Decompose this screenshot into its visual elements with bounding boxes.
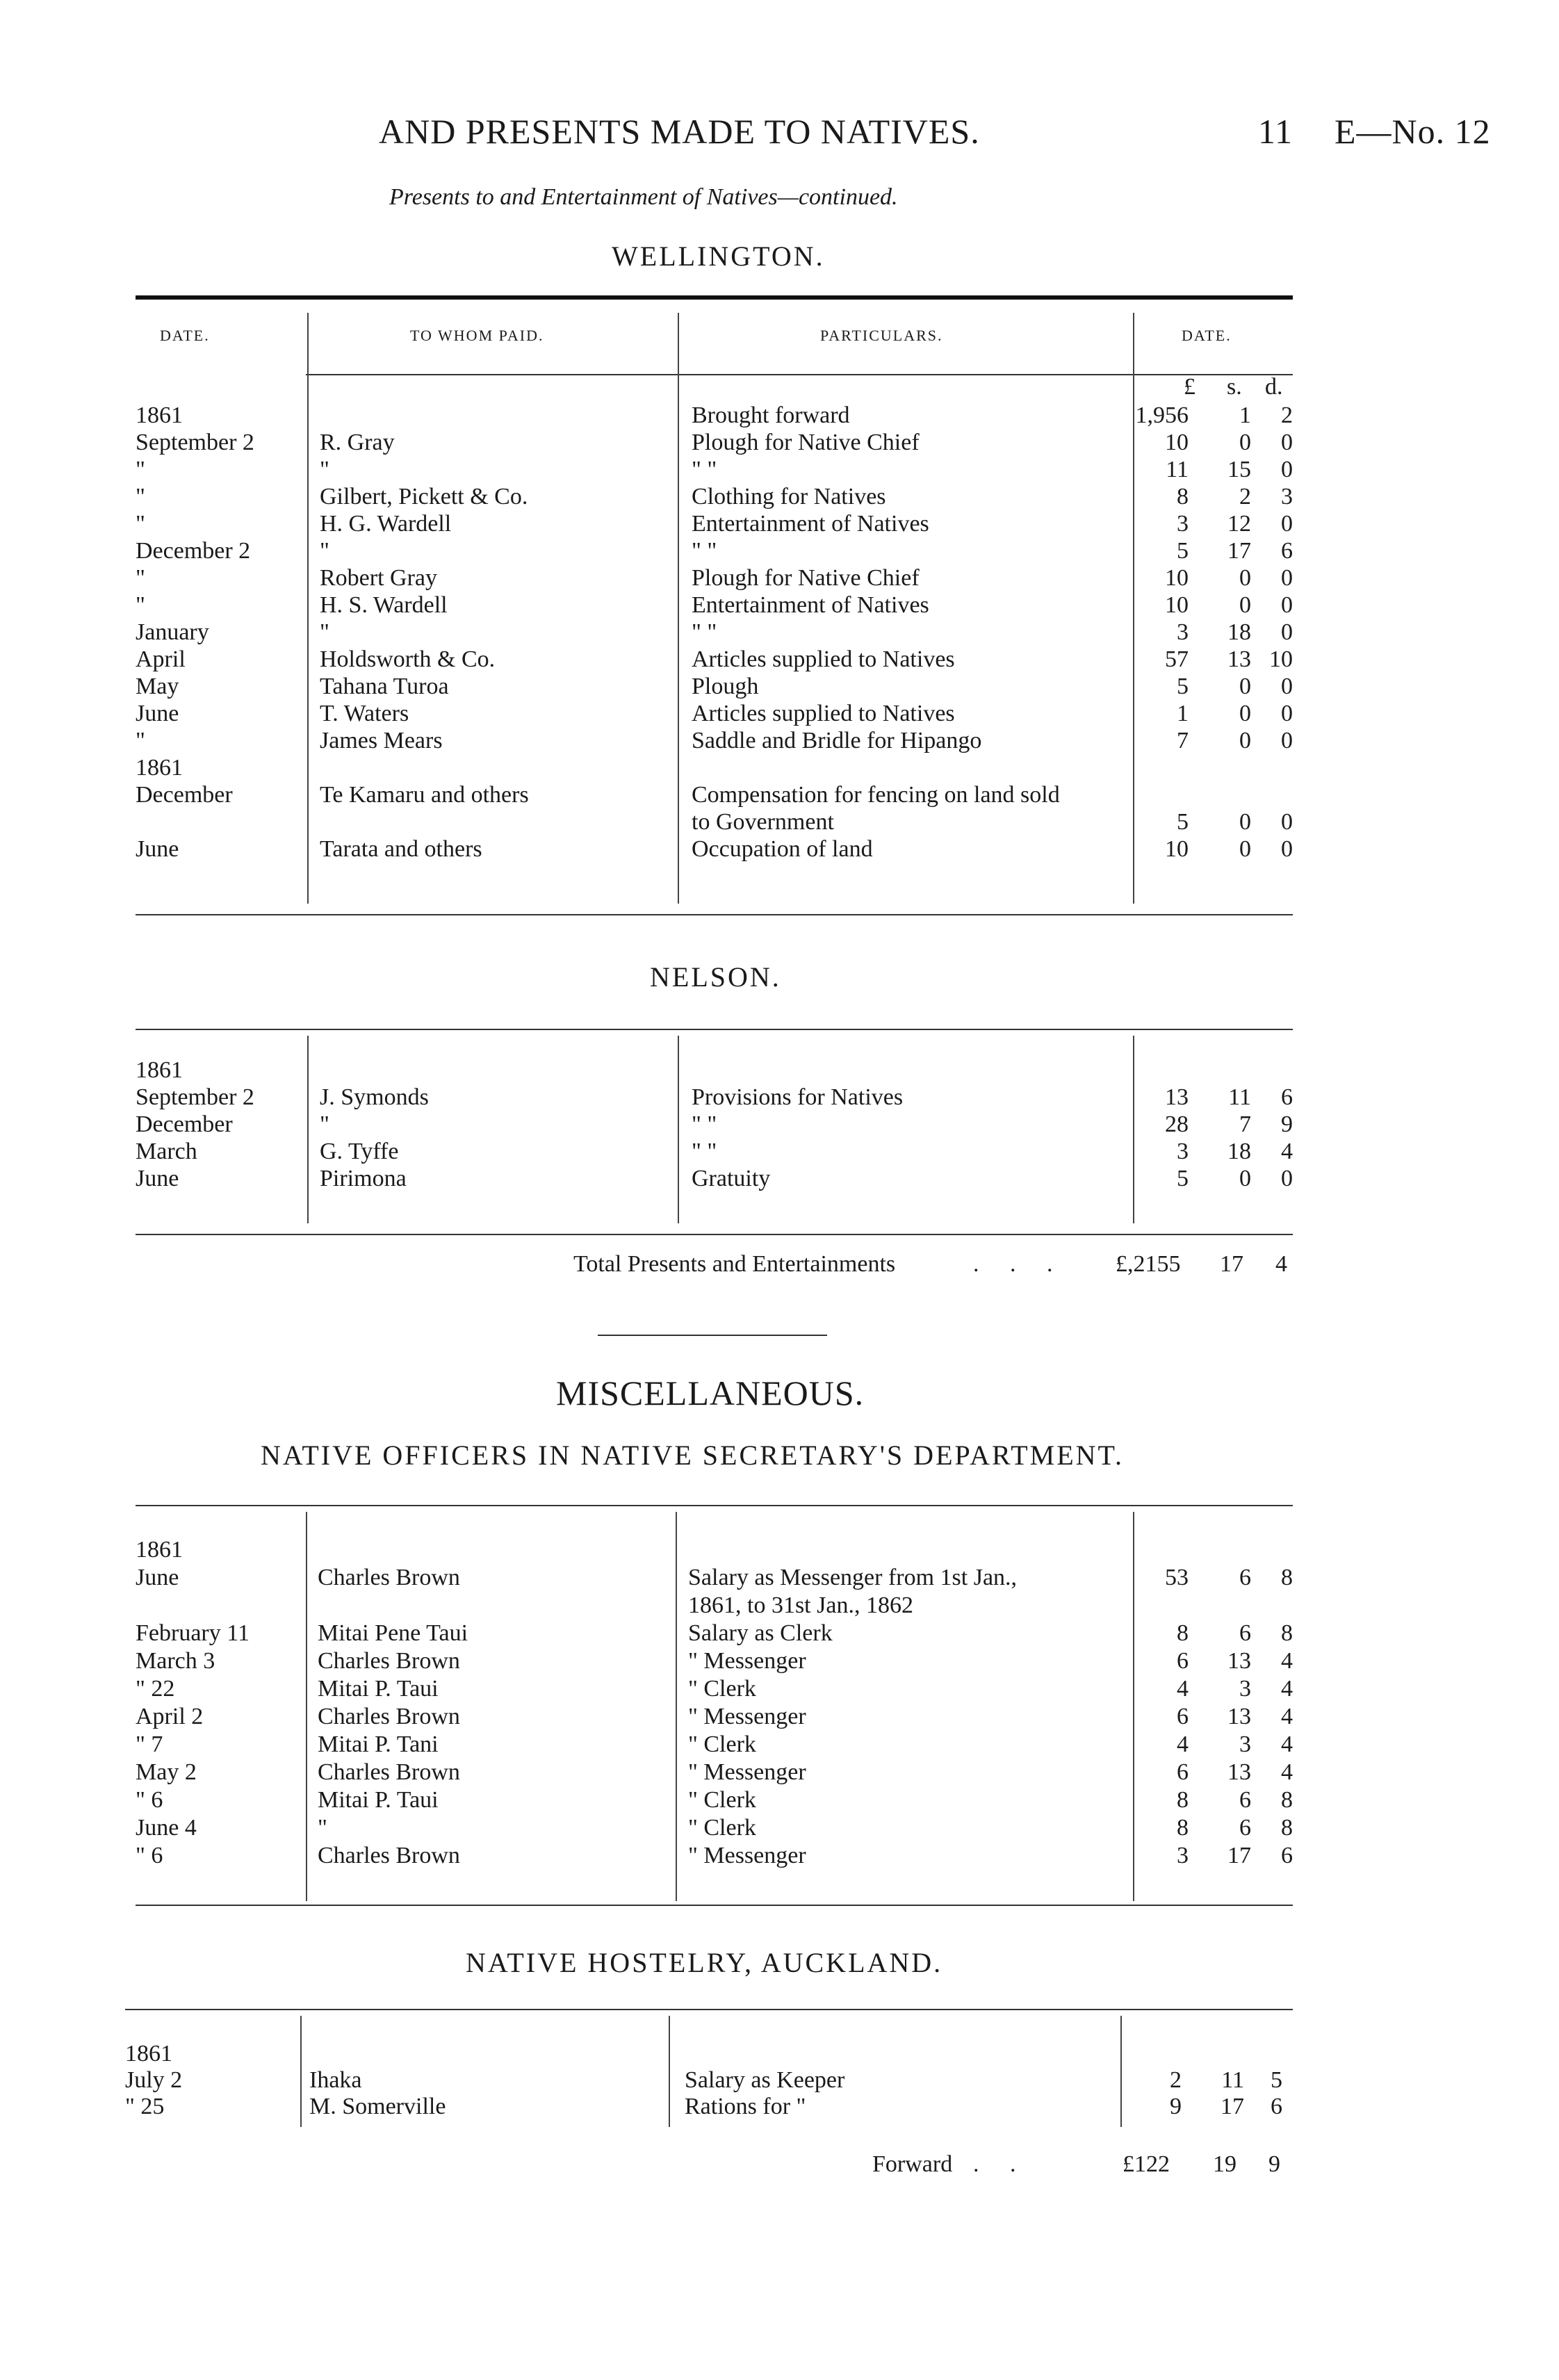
row-pence: 8 [1281,1815,1293,1841]
row-date: " 22 [136,1676,175,1702]
row-pence: 0 [1281,619,1293,645]
misc-top-rule [136,1505,1293,1506]
total-pence: 4 [1275,1251,1287,1277]
row-shillings: 3 [1239,1676,1251,1702]
row-pounds: 7 [1177,728,1189,753]
row-date: April 2 [136,1704,204,1729]
row-pounds: 6 [1177,1704,1189,1729]
row-shillings: 6 [1239,1565,1251,1590]
row-date: 1861 [136,1537,183,1563]
row-shillings: 11 [1221,2067,1244,2093]
row-payee: H. S. Wardell [320,592,448,618]
page-number: 11 [1258,112,1293,151]
row-pounds: 6 [1177,1648,1189,1674]
row-date: 1861 [136,755,183,781]
row-particulars: Articles supplied to Natives [692,646,955,672]
row-payee: Robert Gray [320,565,438,591]
table-row [136,1084,1293,1111]
row-particulars: " " [692,619,717,645]
row-date: " [136,484,145,510]
row-pence: 0 [1281,701,1293,726]
row-date: " [136,728,145,753]
row-pounds: 8 [1177,1620,1189,1646]
table-row [125,2093,1293,2121]
row-pounds: 28 [1165,1111,1189,1137]
row-particulars: " " [692,457,717,482]
row-payee: Charles Brown [318,1759,460,1785]
currency-header-pounds: £ [1184,374,1195,400]
row-pence: 6 [1281,538,1293,564]
row-particulars: " " [692,1111,717,1137]
row-shillings: 6 [1239,1620,1251,1646]
row-pence: 9 [1281,1111,1293,1137]
row-date: " 25 [125,2094,165,2119]
row-pence: 4 [1281,1676,1293,1702]
row-shillings: 17 [1221,2094,1244,2119]
table-row [136,1842,1293,1870]
nelson-top-rule [136,1029,1293,1030]
row-particulars: Entertainment of Natives [692,511,929,537]
row-pence: 0 [1281,430,1293,455]
table-row [136,1165,1293,1193]
row-payee: Charles Brown [318,1648,460,1674]
row-payee: " [320,1111,329,1137]
row-particulars: " Messenger [688,1648,806,1674]
row-pence: 0 [1281,674,1293,699]
row-payee: J. Symonds [320,1084,429,1110]
row-pounds: 6 [1177,1759,1189,1785]
row-pounds: 8 [1177,1787,1189,1813]
row-pence: 2 [1281,402,1293,428]
row-shillings: 11 [1228,1084,1251,1110]
row-pence: 0 [1281,457,1293,482]
row-pence: 8 [1281,1565,1293,1590]
row-shillings: 17 [1227,1843,1251,1868]
row-pounds: 4 [1177,1731,1189,1757]
row-pounds: 3 [1177,511,1189,537]
table-row [136,1675,1293,1703]
row-shillings: 0 [1239,592,1251,618]
forward-pence: 9 [1268,2151,1280,2177]
row-shillings: 6 [1239,1787,1251,1813]
row-payee: G. Tyffe [320,1139,399,1164]
row-shillings: 6 [1239,1815,1251,1841]
table-row [136,673,1293,701]
row-payee: H. G. Wardell [320,511,452,537]
row-pounds: 11 [1166,457,1189,482]
row-particulars: Clothing for Natives [692,484,886,510]
total-pounds: £,2155 [1116,1251,1181,1277]
row-shillings: 17 [1227,538,1251,564]
row-pounds: 9 [1170,2094,1182,2119]
row-payee: Mitai Pene Taui [318,1620,468,1646]
row-shillings: 0 [1239,728,1251,753]
section-separator [598,1335,827,1336]
table-row [136,1620,1293,1647]
table-row [136,836,1293,863]
row-particulars: Plough [692,674,759,699]
table-row [136,727,1293,755]
row-payee: Tahana Turoa [320,674,449,699]
table-row [136,1592,1293,1620]
row-pence: 0 [1281,728,1293,753]
row-shillings: 15 [1227,457,1251,482]
table-row [136,1536,1293,1564]
row-pounds: 57 [1165,646,1189,672]
row-date: June [136,836,179,862]
forward-label: Forward [872,2151,953,2177]
row-pounds: 10 [1165,836,1189,862]
leader-dots: . . . [973,1251,1066,1277]
table-bottom-rule [136,914,1293,915]
row-payee: Mitai P. Tani [318,1731,439,1757]
row-shillings: 0 [1239,809,1251,835]
row-pence: 8 [1281,1787,1293,1813]
table-row [136,1703,1293,1731]
forward-pounds: £122 [1123,2151,1170,2177]
row-date: December [136,1111,233,1137]
row-shillings: 13 [1227,646,1251,672]
row-pounds: 1,956 [1135,402,1189,428]
row-date: February 11 [136,1620,250,1646]
row-pounds: 5 [1177,1166,1189,1191]
section-subtitle: Presents to and Entertainment of Natives—continued. [389,184,898,210]
row-pounds: 3 [1177,1843,1189,1868]
row-payee: Tarata and others [320,836,482,862]
row-date: May 2 [136,1759,197,1785]
row-shillings: 0 [1239,430,1251,455]
row-particulars: Salary as Keeper [685,2067,845,2093]
row-date: " [136,457,145,482]
row-date: 1861 [125,2041,172,2067]
hostelry-heading: NATIVE HOSTELRY, AUCKLAND. [466,1947,943,1978]
row-pounds: 4 [1177,1676,1189,1702]
row-payee: Ihaka [309,2067,362,2093]
column-header-particulars: PARTICULARS. [820,327,943,344]
row-pence: 5 [1271,2067,1282,2093]
table-row [136,700,1293,728]
row-pounds: 8 [1177,1815,1189,1841]
row-particulars: " Clerk [688,1676,756,1702]
table-row [136,456,1293,484]
row-payee: M. Somerville [309,2094,446,2119]
row-particulars: " Messenger [688,1843,806,1868]
row-shillings: 0 [1239,565,1251,591]
row-payee: Charles Brown [318,1565,460,1590]
row-date: December [136,782,233,808]
currency-header-shillings: s. [1227,374,1242,400]
table-top-rule [136,295,1293,300]
table-row [136,510,1293,538]
row-particulars: Saddle and Bridle for Hipango [692,728,982,753]
table-row [136,1564,1293,1592]
row-pence: 3 [1281,484,1293,510]
row-payee: Holdsworth & Co. [320,646,496,672]
row-particulars: Compensation for fencing on land sold [692,782,1060,808]
row-shillings: 13 [1227,1704,1251,1729]
total-label: Total Presents and Entertainments [573,1251,896,1277]
table-row [136,619,1293,646]
leader-dots: . . [973,2151,1029,2177]
row-particulars: Entertainment of Natives [692,592,929,618]
row-shillings: 2 [1239,484,1251,510]
miscellaneous-heading: MISCELLANEOUS. [556,1374,865,1412]
row-payee: Charles Brown [318,1843,460,1868]
row-pence: 10 [1269,646,1293,672]
row-pence: 0 [1281,809,1293,835]
row-date: June 4 [136,1815,197,1841]
row-particulars: Occupation of land [692,836,873,862]
header-rule [306,374,1293,375]
row-particulars: Brought forward [692,402,850,428]
table-row [136,1057,1293,1084]
row-pence: 6 [1281,1084,1293,1110]
row-pounds: 10 [1165,430,1189,455]
table-row [136,1111,1293,1139]
row-pounds: 10 [1165,565,1189,591]
nelson-heading: NELSON. [650,961,781,993]
row-shillings: 13 [1227,1759,1251,1785]
row-date: 1861 [136,1057,183,1083]
row-shillings: 0 [1239,836,1251,862]
row-shillings: 18 [1227,619,1251,645]
row-particulars: " " [692,538,717,564]
row-pence: 0 [1281,1166,1293,1191]
row-date: September 2 [136,1084,254,1110]
row-date: " [136,565,145,591]
row-pence: 8 [1281,1620,1293,1646]
row-pence: 0 [1281,565,1293,591]
row-date: June [136,1565,179,1590]
row-pounds: 3 [1177,619,1189,645]
table-row [125,2040,1293,2068]
row-particulars: Plough for Native Chief [692,430,920,455]
row-payee: Charles Brown [318,1704,460,1729]
row-payee: " [320,457,329,482]
table-row [136,1138,1293,1166]
hostelry-top-rule [125,2009,1293,2010]
row-pounds: 53 [1165,1565,1189,1590]
row-shillings: 1 [1239,402,1251,428]
row-pounds: 13 [1165,1084,1189,1110]
row-pounds: 5 [1177,809,1189,835]
row-payee: R. Gray [320,430,395,455]
row-date: 1861 [136,402,183,428]
table-row [136,781,1293,809]
table-row [136,564,1293,592]
row-date: July 2 [125,2067,183,2093]
row-date: " 7 [136,1731,163,1757]
row-date: April [136,646,186,672]
row-date: March [136,1139,197,1164]
row-date: " 6 [136,1843,163,1868]
row-shillings: 7 [1239,1111,1251,1137]
page-title: AND PRESENTS MADE TO NATIVES. [379,112,980,151]
table-row [136,1814,1293,1842]
row-particulars: Provisions for Natives [692,1084,904,1110]
table-row [136,592,1293,619]
row-date: " [136,511,145,537]
row-date: January [136,619,209,645]
row-pence: 4 [1281,1759,1293,1785]
row-particulars: Articles supplied to Natives [692,701,955,726]
row-payee: " [320,619,329,645]
row-pence: 0 [1281,511,1293,537]
row-shillings: 3 [1239,1731,1251,1757]
row-date: June [136,1166,179,1191]
row-pence: 4 [1281,1731,1293,1757]
column-header-date: DATE. [160,327,210,344]
row-payee: Gilbert, Pickett & Co. [320,484,528,510]
row-pence: 4 [1281,1139,1293,1164]
row-pence: 4 [1281,1704,1293,1729]
row-payee: " [318,1815,327,1841]
row-pence: 0 [1281,836,1293,862]
row-pounds: 8 [1177,484,1189,510]
column-header-amount: DATE. [1182,327,1232,344]
row-shillings: 0 [1239,674,1251,699]
row-payee: Pirimona [320,1166,407,1191]
row-pence: 4 [1281,1648,1293,1674]
table-row [136,1731,1293,1759]
row-particulars: " Clerk [688,1731,756,1757]
misc-bottom-rule [136,1905,1293,1906]
row-particulars: 1861, to 31st Jan., 1862 [688,1592,913,1618]
row-date: " [136,592,145,618]
row-particulars: " " [692,1139,717,1164]
row-date: December 2 [136,538,251,564]
row-pence: 6 [1281,1843,1293,1868]
row-payee: James Mears [320,728,443,753]
row-pounds: 5 [1177,538,1189,564]
column-header-to-whom-paid: TO WHOM PAID. [410,327,544,344]
row-date: June [136,701,179,726]
document-reference: E—No. 12 [1334,112,1491,151]
row-pounds: 1 [1177,701,1189,726]
table-row [136,808,1293,836]
row-particulars: Salary as Messenger from 1st Jan., [688,1565,1018,1590]
table-row [136,1786,1293,1814]
table-row [136,483,1293,511]
forward-shillings: 19 [1213,2151,1236,2177]
row-particulars: " Clerk [688,1815,756,1841]
row-pounds: 5 [1177,674,1189,699]
row-payee: T. Waters [320,701,409,726]
row-pence: 6 [1271,2094,1282,2119]
row-date: September 2 [136,430,254,455]
row-particulars: to Government [692,809,834,835]
row-particulars: " Messenger [688,1704,806,1729]
table-row [136,646,1293,674]
row-payee: Mitai P. Taui [318,1676,439,1702]
wellington-heading: WELLINGTON. [612,241,825,272]
currency-header-pence: d. [1265,374,1283,400]
table-row [136,1759,1293,1786]
row-pence: 0 [1281,592,1293,618]
row-shillings: 13 [1227,1648,1251,1674]
row-payee: Te Kamaru and others [320,782,529,808]
row-payee: Mitai P. Taui [318,1787,439,1813]
row-date: May [136,674,179,699]
row-shillings: 18 [1227,1139,1251,1164]
row-particulars: " Clerk [688,1787,756,1813]
row-shillings: 12 [1227,511,1251,537]
row-payee: " [320,538,329,564]
table-row [136,1647,1293,1675]
row-date: " 6 [136,1787,163,1813]
row-particulars: Salary as Clerk [688,1620,833,1646]
row-particulars: " Messenger [688,1759,806,1785]
row-pounds: 2 [1170,2067,1182,2093]
row-date: March 3 [136,1648,215,1674]
row-pounds: 10 [1165,592,1189,618]
total-shillings: 17 [1220,1251,1243,1277]
table-row [136,429,1293,457]
row-shillings: 0 [1239,701,1251,726]
table-row [125,2067,1293,2094]
row-particulars: Rations for " [685,2094,806,2119]
row-pounds: 3 [1177,1139,1189,1164]
table-row [136,754,1293,782]
table-row [136,537,1293,565]
table-row [136,402,1293,430]
row-shillings: 0 [1239,1166,1251,1191]
row-particulars: Plough for Native Chief [692,565,920,591]
native-officers-heading: NATIVE OFFICERS IN NATIVE SECRETARY'S DEPARTMENT. [261,1440,1125,1471]
nelson-bottom-rule [136,1234,1293,1235]
row-particulars: Gratuity [692,1166,771,1191]
